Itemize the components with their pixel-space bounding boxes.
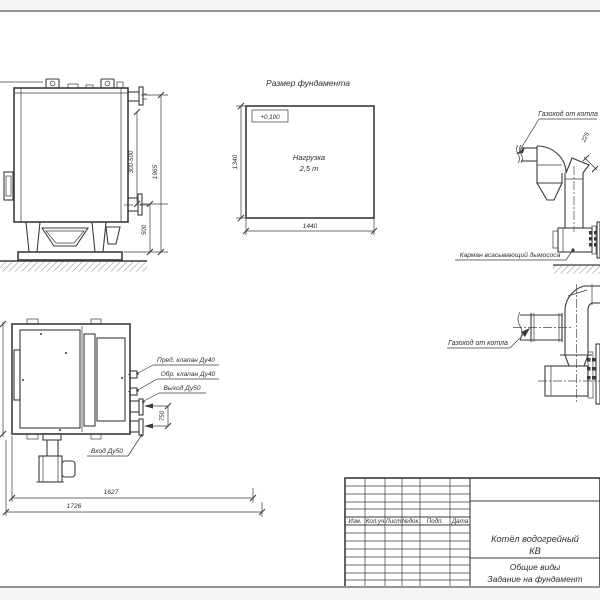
dim-height: 1965 bbox=[152, 164, 159, 180]
top-view-panel-right bbox=[97, 338, 125, 421]
dim-750 bbox=[159, 403, 171, 429]
page-bottom-strip bbox=[0, 588, 600, 600]
dim-225-text: 225 bbox=[580, 131, 591, 144]
doc-name-line1: Котёл водогрейный bbox=[491, 534, 579, 544]
col-data: Дата bbox=[451, 518, 469, 525]
side-view-dimensions bbox=[124, 92, 168, 255]
boiler-supports bbox=[18, 222, 122, 260]
dim-foundation-left: 1340 bbox=[232, 154, 239, 170]
top-view-panel-mid bbox=[84, 334, 95, 426]
dim-750-text: 750 bbox=[159, 410, 166, 422]
side-door bbox=[4, 172, 13, 200]
label-inlet bbox=[87, 434, 143, 456]
doc-name-line2: КВ bbox=[529, 546, 541, 556]
outlet-pipe-top bbox=[128, 87, 147, 105]
pocket-label-text: Карман всасывающий дымососа bbox=[459, 252, 561, 259]
page-top-border bbox=[0, 10, 600, 12]
dim-foundation-bottom: 1440 bbox=[302, 223, 318, 230]
boiler-top-view bbox=[0, 319, 265, 517]
col-izm: Изм. bbox=[348, 518, 362, 525]
vertical-duct-upper bbox=[565, 158, 589, 232]
gas-duct-lower bbox=[447, 284, 600, 404]
title-block-header bbox=[348, 518, 468, 525]
label-outlet bbox=[142, 384, 206, 403]
label-outlet-text: Выход Ду50 bbox=[163, 385, 201, 392]
doc-type-line2: Задание на фундамент bbox=[487, 574, 583, 584]
vertical-duct-lower bbox=[560, 284, 592, 402]
label-inlet-text: Вход Ду50 bbox=[91, 448, 123, 455]
col-ndok: №док. bbox=[401, 518, 421, 525]
load-label: Нагрузка bbox=[292, 153, 326, 162]
foundation-plan bbox=[232, 78, 377, 235]
boiler-body bbox=[14, 88, 128, 222]
cyclone-pocket bbox=[537, 146, 566, 200]
burner-unit bbox=[36, 434, 75, 482]
level-value: +0,100 bbox=[260, 114, 280, 121]
level-mark bbox=[252, 110, 288, 122]
lifting-lugs bbox=[46, 79, 123, 88]
duct-upper-label-text: Газоход от котла bbox=[538, 111, 598, 118]
col-koluch: Кол.уч bbox=[365, 518, 385, 525]
top-view-panel-left bbox=[20, 330, 80, 428]
dim-1726-text: 1726 bbox=[66, 503, 82, 510]
boiler-top-body bbox=[12, 324, 130, 434]
dim-1627 bbox=[9, 436, 256, 503]
boiler-duct-stub bbox=[513, 312, 571, 342]
load-value: 2,5 т bbox=[299, 164, 319, 173]
label-check-text: Обр. клапан Ду40 bbox=[160, 371, 216, 378]
foundation-outline bbox=[246, 106, 374, 218]
foundation-title: Размер фундамента bbox=[266, 78, 350, 88]
fan-box-lower bbox=[538, 344, 600, 404]
dim-base: 500 bbox=[141, 224, 148, 236]
dim-pipe-range: 300-500 bbox=[128, 150, 135, 174]
duct-lower-label bbox=[447, 328, 530, 348]
gas-duct-upper bbox=[455, 110, 600, 274]
duct-lower-label-text: Газоход от котла bbox=[448, 340, 508, 347]
ground-hatch-right bbox=[553, 265, 600, 274]
col-list: Лист bbox=[385, 518, 402, 525]
doc-type-line1: Общие виды bbox=[509, 562, 561, 572]
dim-1726 bbox=[3, 440, 265, 517]
dim-1627-text: 1627 bbox=[103, 489, 119, 496]
elbow-lower bbox=[565, 284, 600, 309]
ground-hatch-left bbox=[0, 261, 147, 272]
col-podp: Подп. bbox=[426, 518, 444, 525]
pocket-label bbox=[455, 248, 575, 260]
title-block bbox=[345, 478, 600, 587]
page-top-strip bbox=[0, 0, 600, 10]
label-safety-text: Пред. клапан Ду40 bbox=[157, 357, 215, 364]
boiler-side-view bbox=[0, 79, 168, 272]
document-name bbox=[487, 534, 582, 584]
